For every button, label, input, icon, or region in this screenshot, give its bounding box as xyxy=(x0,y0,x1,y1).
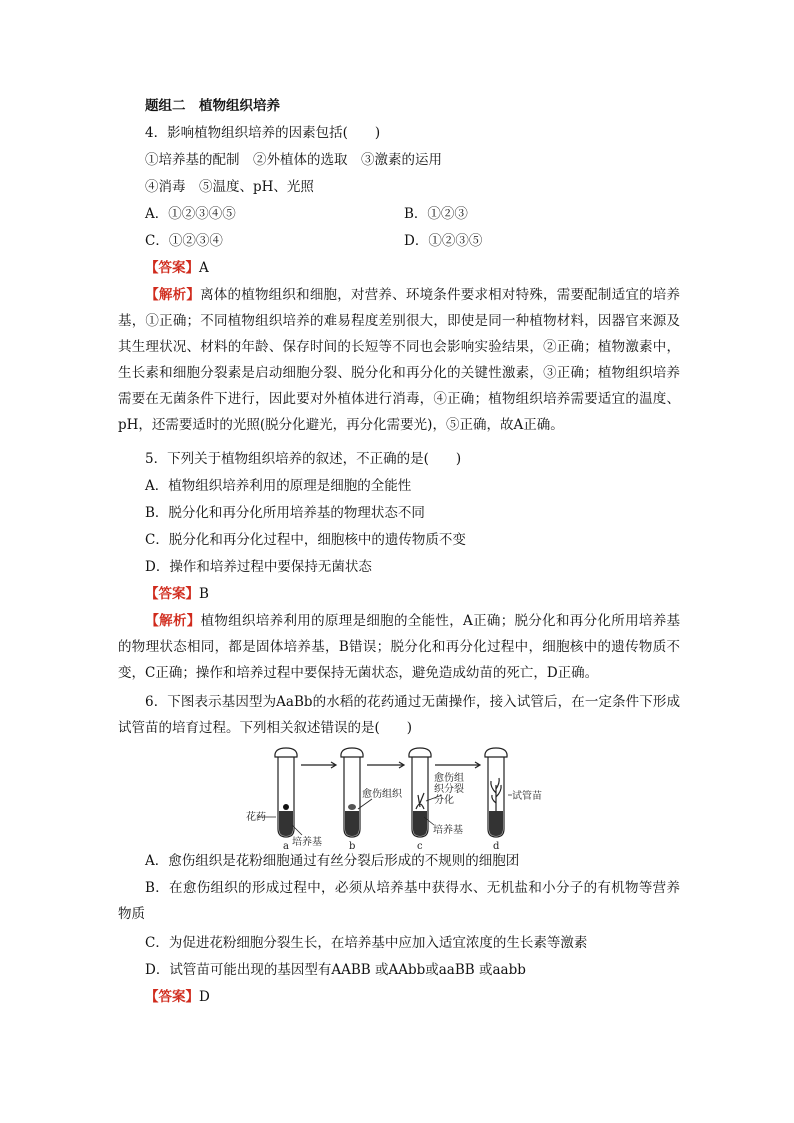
answer-value: B xyxy=(199,586,209,602)
analysis-tag: 【解析】 xyxy=(145,287,201,303)
tube-label-b: b xyxy=(349,841,356,850)
test-tube-d xyxy=(485,748,507,837)
label-callus-divide-1: 愈伤组 xyxy=(434,773,464,784)
question-6-option-d: D．试管苗可能出现的基因型有AABB 或AAbb或aaBB 或aabb xyxy=(145,962,526,978)
tube-label-c: c xyxy=(417,841,423,850)
tube-label-a: a xyxy=(283,841,289,850)
question-6-option-b xyxy=(118,875,680,927)
answer-value: A xyxy=(199,260,209,276)
analysis-text: 植物组织培养利用的原理是细胞的全能性，A正确；脱分化和再分化所用培养基的物理状态相同，都是固体培养基，B错误；脱分化和再分化过程中，细胞核中的遗传物质不变，C正确；操作和培养过程中要保持无菌状态，避免造成幼苗的死亡，D正确。 xyxy=(118,613,681,681)
question-4-analysis xyxy=(118,282,680,438)
arrows xyxy=(301,762,480,768)
question-4-option-b: B．①②③ xyxy=(404,206,468,222)
question-5-option-b: B．脱分化和再分化所用培养基的物理状态不同 xyxy=(145,505,425,521)
question-4-option-d: D．①②③⑤ xyxy=(404,233,483,249)
question-5-answer xyxy=(145,585,209,603)
analysis-tag: 【解析】 xyxy=(145,613,201,629)
question-6-answer xyxy=(145,988,210,1006)
test-tube-c xyxy=(409,748,431,837)
answer-tag: 【答案】 xyxy=(145,989,199,1005)
question-5-analysis xyxy=(118,608,680,686)
question-5-stem: 5．下列关于植物组织培养的叙述，不正确的是( ) xyxy=(145,451,462,467)
question-6-option-c: C．为促进花粉细胞分裂生长，在培养基中应加入适宜浓度的生长素等激素 xyxy=(145,935,588,951)
question-4-stem: 4．影响植物组织培养的因素包括( ) xyxy=(145,125,381,141)
question-6-stem xyxy=(118,689,680,741)
label-callus: 愈伤组织 xyxy=(362,789,402,800)
label-anther: 花药 xyxy=(246,812,266,823)
question-6-stem-text: 6．下图表示基因型为AaBb的水稻的花药通过无菌操作，接入试管后，在一定条件下形成试管苗的培育过程。下列相关叙述错误的是( ) xyxy=(118,694,680,736)
label-medium-a: 培养基 xyxy=(292,837,322,848)
question-4-answer xyxy=(145,259,209,277)
question-4-items-line-1: ①培养基的配制 ②外植体的选取 ③激素的运用 xyxy=(145,152,442,168)
tube-label-d: d xyxy=(493,841,500,850)
question-4-items-line-2: ④消毒 ⑤温度、pH、光照 xyxy=(145,179,314,195)
test-tube-a xyxy=(275,748,297,837)
label-callus-divide-3: 分化 xyxy=(434,795,454,806)
analysis-text: 离体的植物组织和细胞，对营养、环境条件要求相对特殊，需要配制适宜的培养基，①正确；不同植物组织培养的难易程度差别很大，即使是同一种植物材料，因器官来源及其生理状况、材料的年龄、保存时间的长短等不同也会影响实验结果，②正确；植物激素中，生长素和细胞分裂素是启动细胞分裂、脱分化和再分化的关键性激素，③正确；植物组织培养需要在无菌条件下进行，因此要对外植体进行消毒，④正确；植物组织培养需要适宜的温度、pH，还需要适时的光照(脱分化避光，再分化需要光)，⑤正确，故A正确。 xyxy=(118,287,681,433)
question-4-option-a: A．①②③④⑤ xyxy=(145,206,236,222)
question-6-option-a: A．愈伤组织是花粉细胞通过有丝分裂后形成的不规则的细胞团 xyxy=(145,853,520,869)
question-5-option-a: A．植物组织培养利用的原理是细胞的全能性 xyxy=(145,478,412,494)
answer-value: D xyxy=(199,989,210,1005)
answer-tag: 【答案】 xyxy=(145,586,199,602)
question-5-option-c: C．脱分化和再分化过程中，细胞核中的遗传物质不变 xyxy=(145,532,466,548)
question-6-option-b-text: B．在愈伤组织的形成过程中，必须从培养基中获得水、无机盐和小分子的有机物等营养物质 xyxy=(118,880,680,922)
label-callus-divide-2: 织分裂 xyxy=(434,784,464,795)
label-medium-c: 培养基 xyxy=(433,825,463,836)
label-plantlet: 试管苗 xyxy=(512,791,542,802)
question-4-option-c: C．①②③④ xyxy=(145,233,223,249)
answer-tag: 【答案】 xyxy=(145,260,199,276)
test-tube-b xyxy=(341,748,363,837)
tube-culture-diagram xyxy=(246,745,571,850)
question-5-option-d: D．操作和培养过程中要保持无菌状态 xyxy=(145,559,372,575)
section-title: 题组二 植物组织培养 xyxy=(145,98,280,114)
